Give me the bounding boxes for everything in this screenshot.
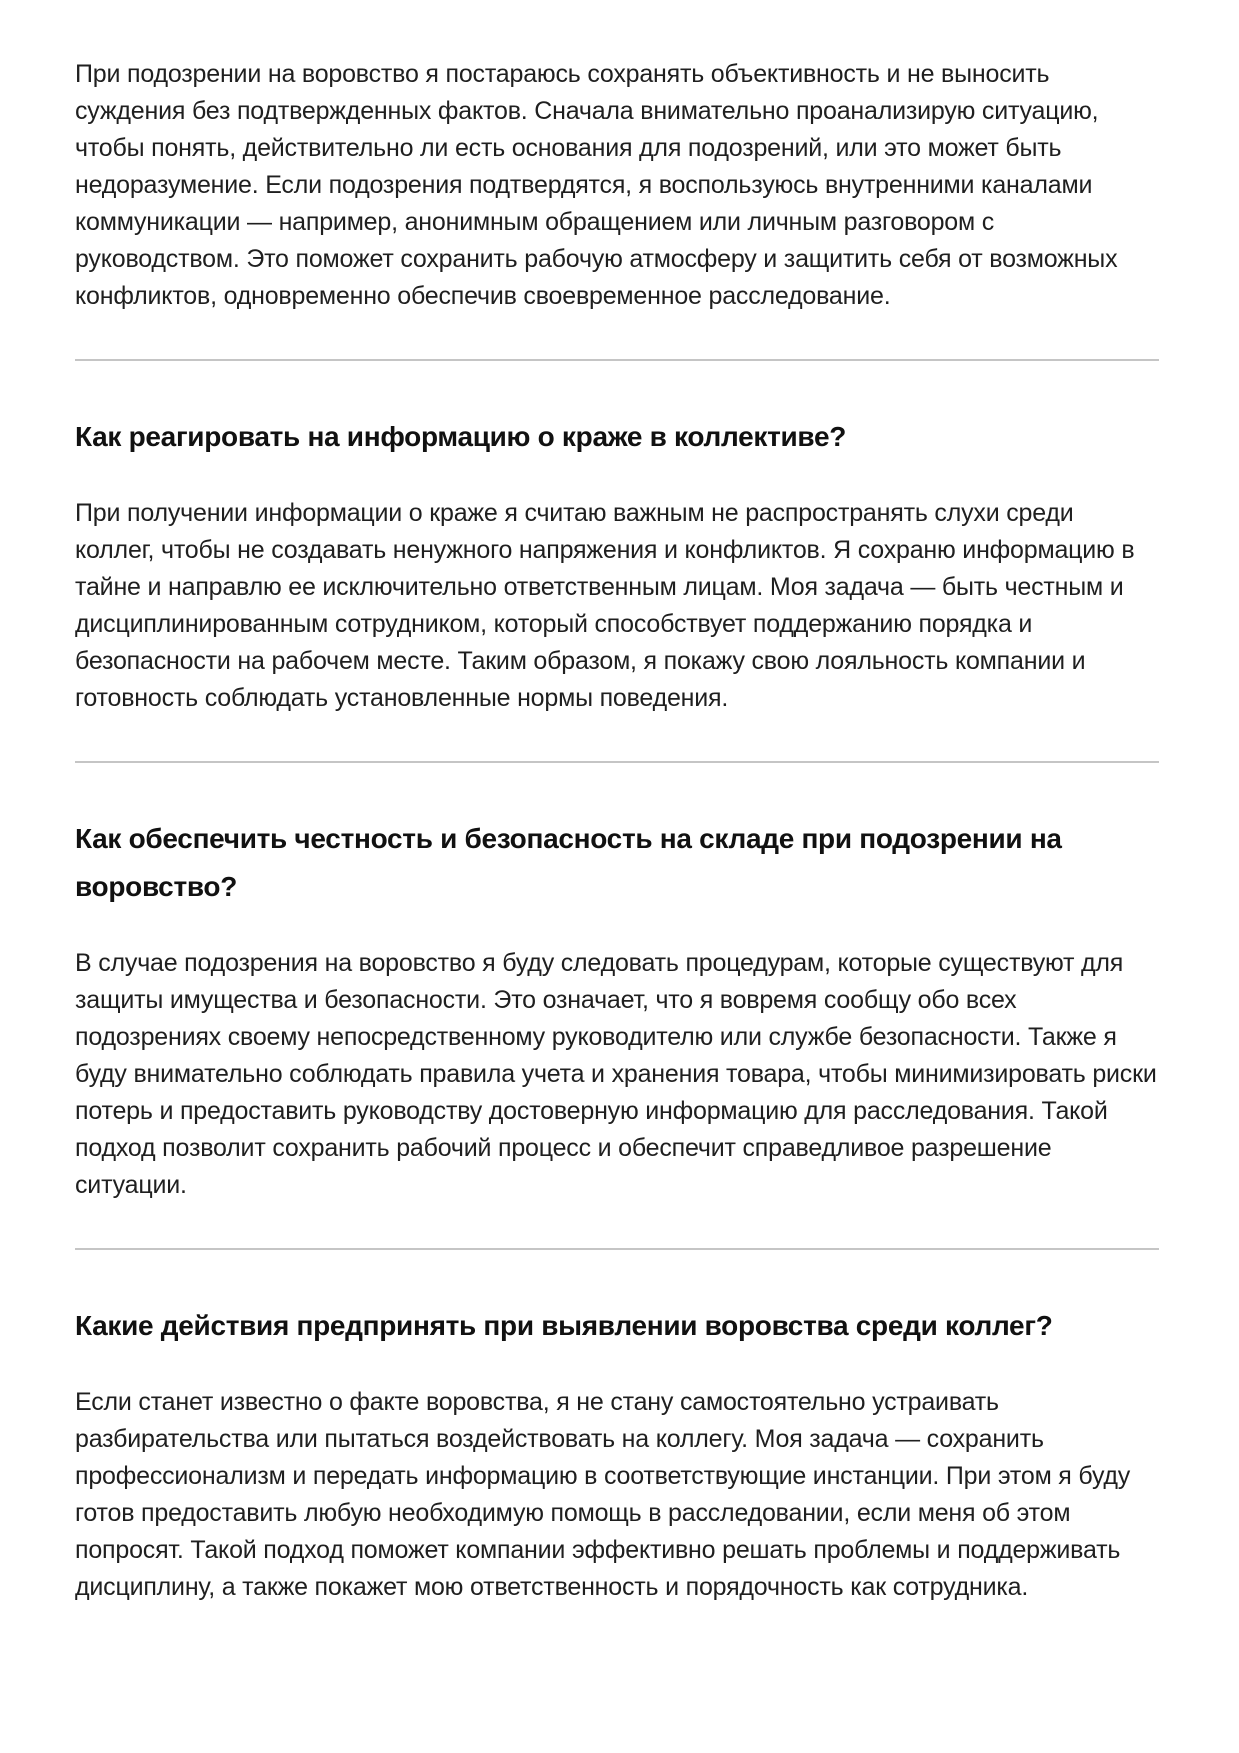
question-heading-2: Как обеспечить честность и безопасность на складе при подозрении на воровство?: [75, 823, 1062, 902]
answer-paragraph-2: В случае подозрения на воровство я буду следовать процедурам, которые существуют для защиты имущества и безопасности. Это означает, что я вовремя сообщу обо всех подозрениях своему непосредственному руководителю или службе безопасности. Также я буду внимательно соблюдать правила учета и хранения товара, чтобы минимизировать риски потерь и предоставить руководству достоверную информацию для расследования. Такой подход позволит сохранить рабочий процесс и обеспечит справедливое разрешение ситуации.: [75, 949, 1157, 1199]
question-heading-3: Какие действия предпринять при выявлении воровства среди коллег?: [75, 1310, 1053, 1341]
answer-paragraph-3: Если станет известно о факте воровства, я не стану самостоятельно устраивать разбирательства или пытаться воздействовать на коллегу. Моя задача — сохранить профессионализм и передать информацию в соответствующие инстанции. При этом я буду готов предоставить любую необходимую помощь в расследовании, если меня об этом попросят. Такой подход поможет компании эффективно решать проблемы и поддерживать дисциплину, а также покажет мою ответственность и порядочность как сотрудника.: [75, 1388, 1131, 1601]
section-divider: [75, 1248, 1159, 1250]
section-divider: [75, 761, 1159, 763]
question-heading-1: Как реагировать на информацию о краже в коллективе?: [75, 421, 847, 452]
answer-paragraph-1: При получении информации о краже я считаю важным не распространять слухи среди коллег, чтобы не создавать ненужного напряжения и конфликтов. Я сохраню информацию в тайне и направлю ее исключительно ответственным лицам. Моя задача — быть честным и дисциплинированным сотрудником, который способствует поддержанию порядка и безопасности на рабочем месте. Таким образом, я покажу свою лояльность компании и готовность соблюдать установленные нормы поведения.: [75, 499, 1135, 712]
intro-answer-paragraph: При подозрении на воровство я постараюсь сохранять объективность и не выносить суждения без подтвержденных фактов. Сначала внимательно проанализирую ситуацию, чтобы понять, действительно ли есть основания для подозрений, или это может быть недоразумение. Если подозрения подтвердятся, я воспользуюсь внутренними каналами коммуникации — например, анонимным обращением или личным разговором с руководством. Это поможет сохранить рабочую атмосферу и защитить себя от возможных конфликтов, одновременно обеспечив своевременное расследование.: [75, 60, 1118, 310]
section-divider: [75, 359, 1159, 361]
